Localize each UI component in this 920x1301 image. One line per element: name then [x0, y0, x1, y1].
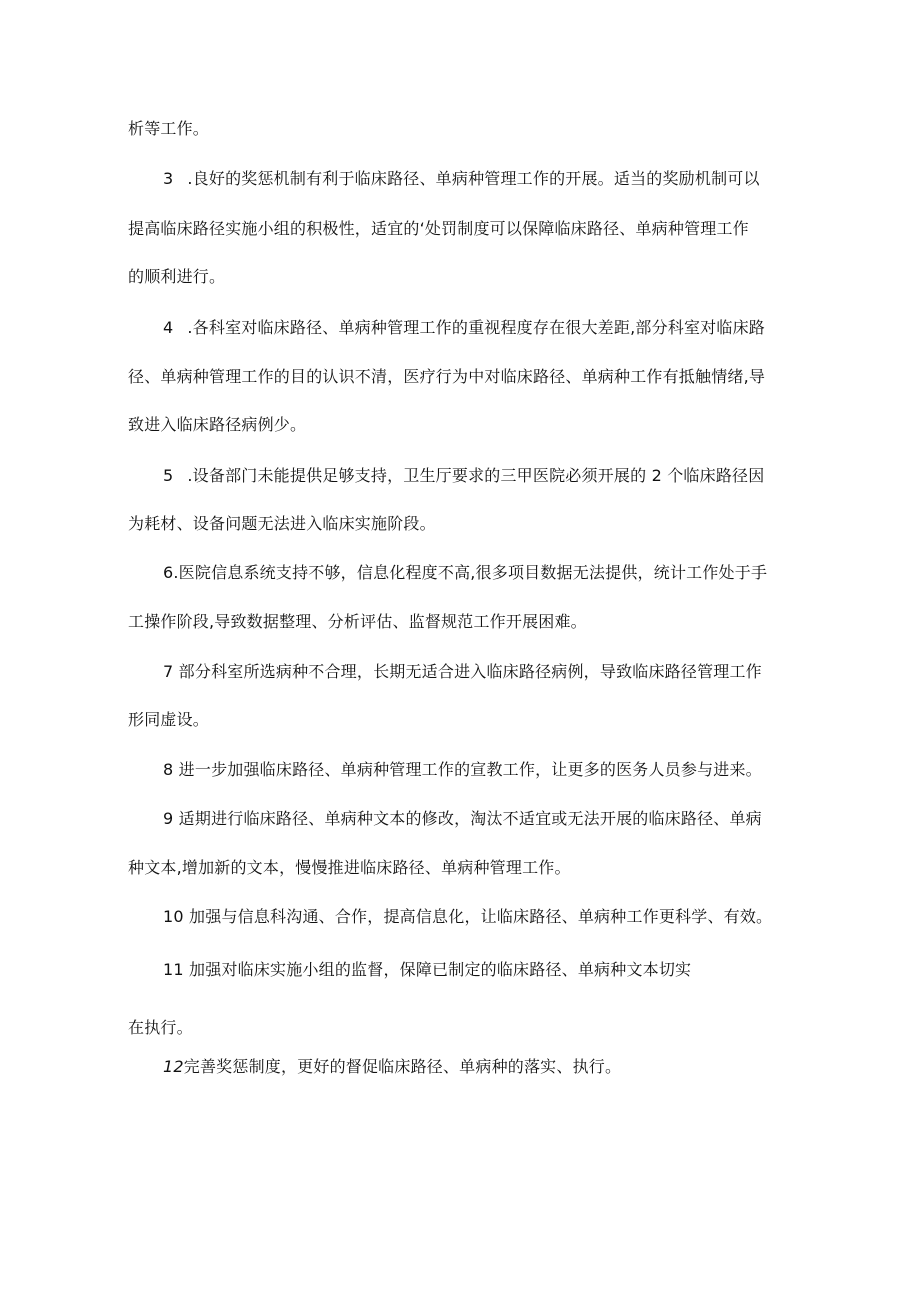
- para-9-line-2: 种文本,增加新的文本，慢慢推进临床路径、单病种管理工作。: [128, 858, 571, 877]
- para-6-line-1: 6.医院信息系统支持不够，信息化程度不高,很多项目数据无法提供，统计工作处于手: [163, 563, 768, 582]
- para-3-line-1: [163, 168, 760, 190]
- para-4-number: 4: [163, 318, 174, 337]
- para-3-line-2: 提高临床路径实施小组的积极性，适宜的‘处罚制度可以保障临床路径、单病种管理工作: [128, 219, 749, 238]
- para-3-number: 3: [163, 169, 174, 188]
- para-4-text: .各科室对临床路径、单病种管理工作的重视程度存在很大差距,部分科室对临床路: [187, 318, 765, 337]
- para-5-line-2: 为耗材、设备问题无法进入临床实施阶段。: [128, 514, 436, 533]
- para-5-line-1: [163, 465, 764, 487]
- para-0-line-1: 析等工作。: [128, 119, 210, 138]
- para-4-line-2: 径、单病种管理工作的目的认识不清，医疗行为中对临床路径、单病种工作有抵触情绪,导: [128, 367, 766, 386]
- para-12-number: 12: [163, 1057, 184, 1076]
- para-6-line-2: 工操作阶段,导致数据整理、分析评估、监督规范工作开展困难。: [128, 612, 587, 631]
- para-5-text: .设备部门未能提供足够支持，卫生厅要求的三甲医院必须开展的 2 个临床路径因: [187, 466, 765, 485]
- para-8-line-1: 8 进一步加强临床路径、单病种管理工作的宣教工作，让更多的医务人员参与进来。: [163, 760, 762, 779]
- para-7-line-2: 形同虚设。: [128, 710, 210, 729]
- para-3-line-3: 的顺利进行。: [128, 267, 226, 286]
- para-11-line-2: 在执行。: [128, 1018, 193, 1037]
- para-3-text: .良好的奖惩机制有利于临床路径、单病种管理工作的开展。适当的奖励机制可以: [187, 169, 760, 188]
- para-12-text: 完善奖惩制度，更好的督促临床路径、单病种的落实、执行。: [183, 1057, 622, 1076]
- para-12-line-1: [163, 1056, 621, 1078]
- para-5-number: 5: [163, 466, 174, 485]
- para-11-line-1: 11 加强对临床实施小组的监督，保障已制定的临床路径、单病种文本切实: [163, 960, 692, 979]
- para-4-line-1: [163, 317, 765, 339]
- para-7-line-1: 7 部分科室所选病种不合理，长期无适合进入临床路径病例，导致临床路径管理工作: [163, 662, 762, 681]
- para-9-line-1: 9 适期进行临床路径、单病种文本的修改，淘汰不适宜或无法开展的临床路径、单病: [163, 809, 762, 828]
- para-4-line-3: 致进入临床路径病例少。: [128, 415, 307, 434]
- para-10-line-1: 10 加强与信息科沟通、合作，提高信息化，让临床路径、单病种工作更科学、有效。: [163, 907, 773, 926]
